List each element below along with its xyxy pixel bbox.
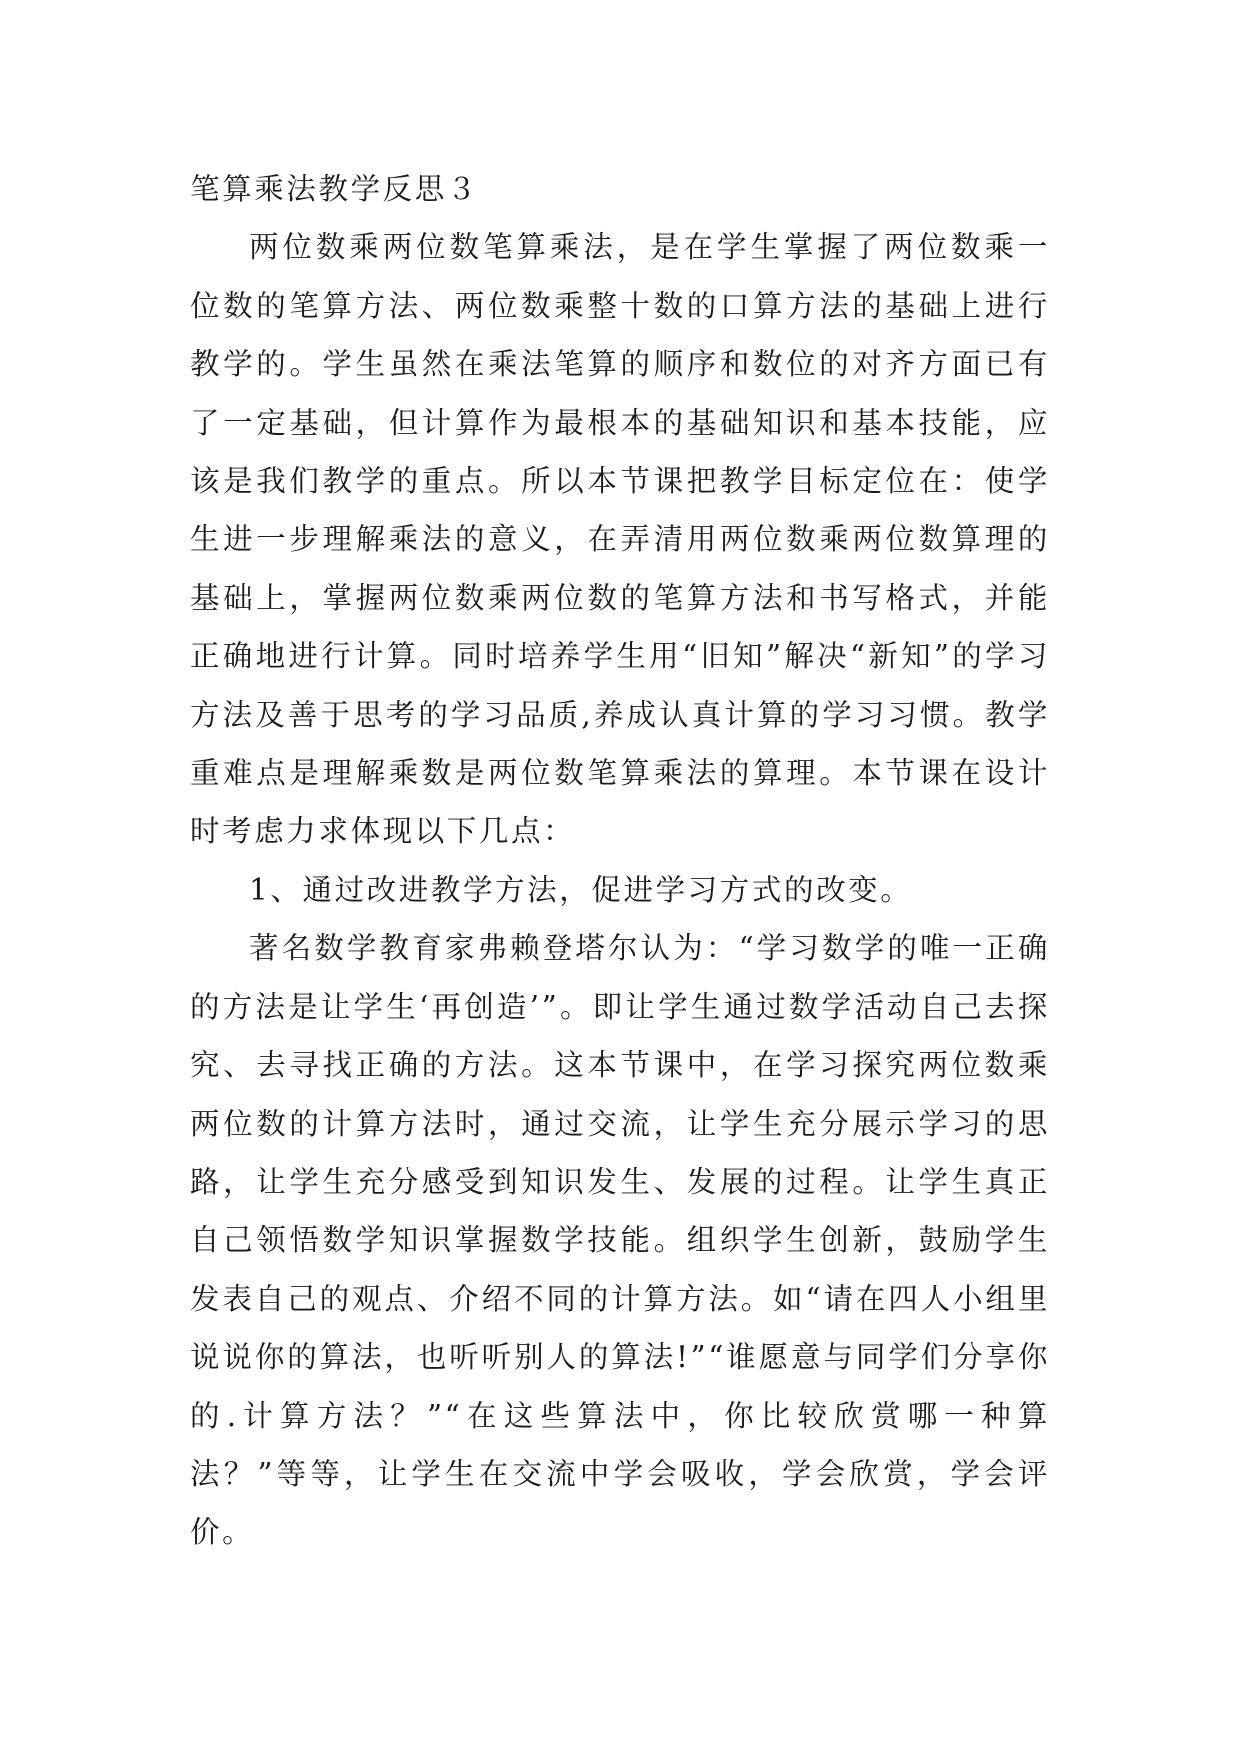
paragraph-discussion: 著名数学教育家弗赖登塔尔认为：“学习数学的唯一正确的方法是让学生‘再创造’”。即让学生通过数学活动自己去探究、去寻找正确的方法。这本节课中，在学习探究两位数乘两位数的计算方法时，通过交流，让学生充分展示学习的思路，让学生充分感受到知识发生、发展的过程。让学生真正自己领悟数学知识掌握数学技能。组织学生创新，鼓励学生发表自己的观点、介绍不同的计算方法。如“请在四人小组里说说你的算法，也听听别人的算法!”“谁愿意与同学们分享你的.计算方法？”“在这些算法中，你比较欣赏哪一种算法？”等等，让学生在交流中学会吸收，学会欣赏，学会评价。 [190,931,1050,1550]
document-body [190,160,1050,1562]
paragraph-point-1: 1、通过改进教学方法，促进学习方式的改变。 [249,872,913,907]
paragraph-intro: 两位数乘两位数笔算乘法，是在学生掌握了两位数乘一位数的笔算方法、两位数乘整十数的口算方法的基础上进行教学的。学生虽然在乘法笔算的顺序和数位的对齐方面已有了一定基础，但计算作为最根本的基础知识和基本技能，应该是我们教学的重点。所以本节课把教学目标定位在：使学生进一步理解乘法的意义，在弄清用两位数乘两位数算理的基础上，掌握两位数乘两位数的笔算方法和书写格式，并能正确地进行计算。同时培养学生用“旧知”解决“新知”的学习方法及善于思考的学习品质,养成认真计算的学习习惯。教学重难点是理解乘数是两位数笔算乘法的算理。本节课在设计时考虑力求体现以下几点： [190,230,1050,849]
document-title: 笔算乘法教学反思３ [190,172,479,206]
